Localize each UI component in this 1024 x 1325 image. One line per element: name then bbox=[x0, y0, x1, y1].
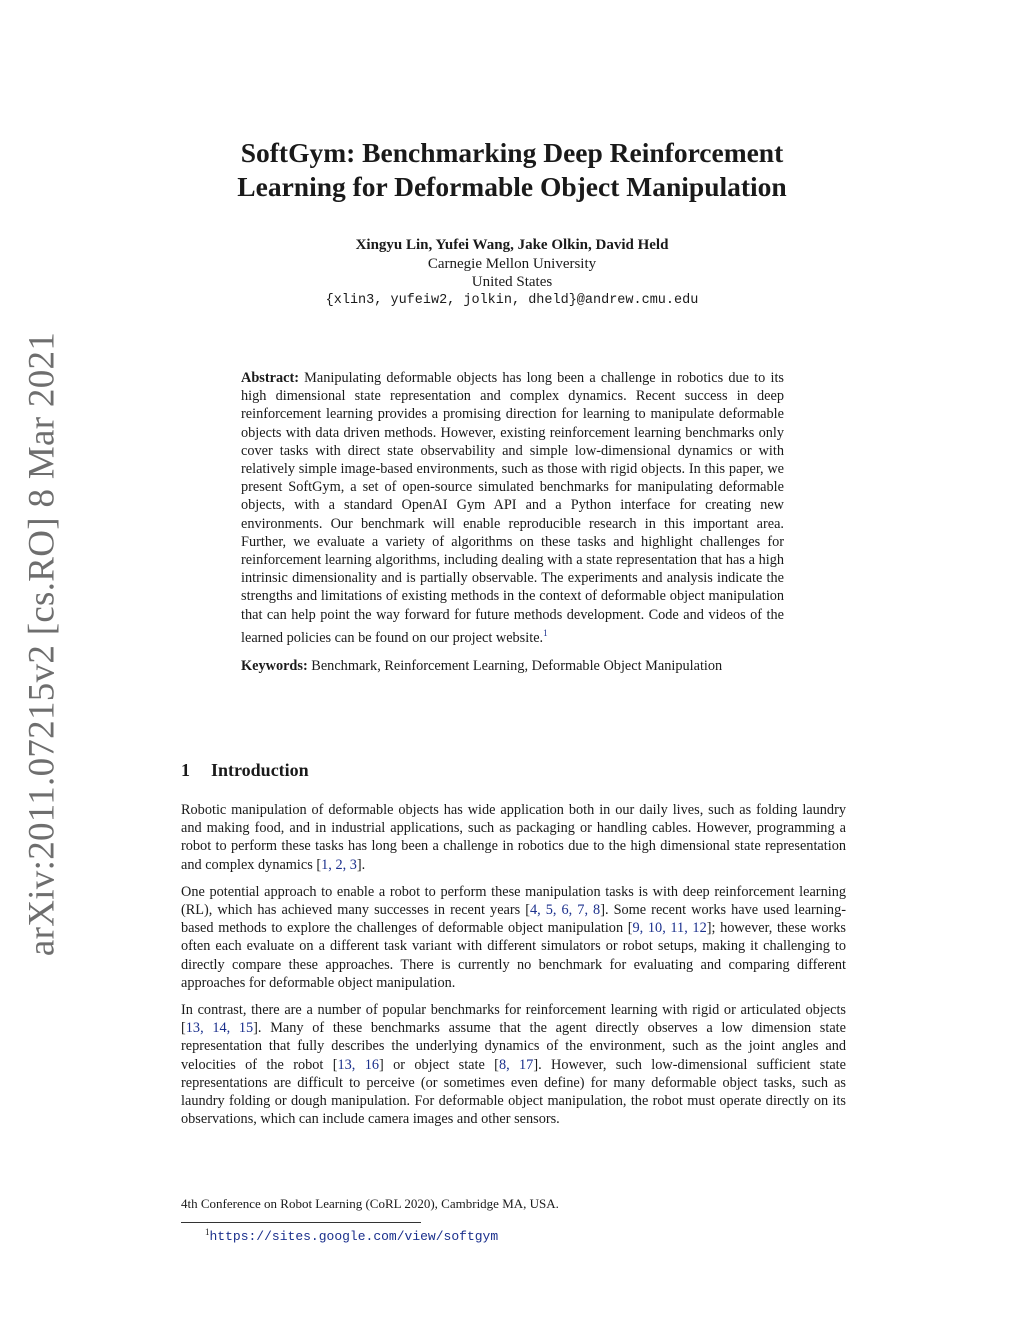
citation-link[interactable]: 4, 5, 6, 7, 8 bbox=[530, 902, 601, 919]
footnote-ref[interactable]: 1 bbox=[543, 627, 548, 638]
abstract-paragraph bbox=[241, 369, 784, 647]
citation-link[interactable]: 13, 16 bbox=[337, 1056, 379, 1073]
paragraph-text: ]. Some recent works have used learning-based methods to explore the challenges of deformable object manipulation [ bbox=[181, 902, 846, 937]
affiliation: Carnegie Mellon University bbox=[427, 255, 597, 272]
section-title: Introduction bbox=[211, 760, 309, 780]
arxiv-identifier-stamp: arXiv:2011.07215v2 [cs.RO] 8 Mar 2021 bbox=[21, 331, 63, 957]
abstract bbox=[241, 369, 784, 675]
abstract-text: Manipulating deformable objects has long been a challenge in robotics due to its high dimensional state representation and complex dynamics. Recent success in deep reinforcement learning provides a promising direction for learning to manipulate deformable objects with data driven methods. However, existing reinforcement learning benchmarks only cover tasks with direct state observability and simple low-dimensional dynamics or with relatively simple image-based environments, such as those with rigid objects. In this paper, we present SoftGym, a set of open-source simulated benchmarks for manipulating deformable objects, with a standard OpenAI Gym API and a Python interface for creating new environments. Our benchmark will enable reproducible research in this important area. Further, we evaluate a variety of algorithms on these tasks and highlight challenges for reinforcement learning algorithms, including dealing with a state representation that has a high intrinsic dimensionality and is partially observable. The experiments and analysis indicate the strengths and limitations of existing methods in the context of deformable object manipulation that can help point the way forward for future methods development. Code and videos of the learned policies can be found on our project website. bbox=[241, 370, 784, 646]
paragraph-text: In contrast, there are a number of popular benchmarks for reinforcement learning with rigid or articulated objects [ bbox=[181, 1002, 846, 1037]
paragraph-text: ] or object state [ bbox=[379, 1056, 499, 1073]
section-number: 1 bbox=[181, 760, 190, 780]
keywords-paragraph bbox=[241, 657, 784, 675]
intro-paragraph-2 bbox=[181, 883, 846, 992]
project-website-link[interactable]: https://sites.google.com/view/softgym bbox=[209, 1229, 499, 1244]
title-line-2: Learning for Deformable Object Manipulation bbox=[237, 171, 787, 202]
footnote-divider bbox=[181, 1222, 421, 1223]
author-emails: {xlin3, yufeiw2, jolkin, dheld}@andrew.cmu.edu bbox=[325, 292, 699, 308]
intro-body bbox=[181, 801, 846, 1137]
footnote bbox=[205, 1227, 498, 1244]
paragraph-text: ]. bbox=[356, 856, 366, 873]
keywords-label: Keywords: bbox=[241, 658, 308, 675]
paragraph-text: ]. However, such low-dimensional sufficient state representations are difficult to perceive (or sometimes even define) for many deformable object tasks, such as laundry folding or dough manipulation. For deformable object manipulation, the robot must operate directly on its observations, which can include camera images and other sensors. bbox=[181, 1056, 846, 1128]
intro-paragraph-3 bbox=[181, 1001, 846, 1128]
paragraph-text: ]. Many of these benchmarks assume that the agent directly observes a low dimension state representation that fully describes the underlying dynamics of the environment, such as the joint angles and velocities of the robot [ bbox=[181, 1020, 846, 1073]
intro-paragraph-1 bbox=[181, 801, 846, 874]
conference-venue: 4th Conference on Robot Learning (CoRL 2020), Cambridge MA, USA. bbox=[181, 1196, 559, 1211]
author-names: Xingyu Lin, Yufei Wang, Jake Olkin, David Held bbox=[355, 237, 669, 253]
citation-link[interactable]: 9, 10, 11, 12 bbox=[632, 920, 707, 937]
keywords-text: Benchmark, Reinforcement Learning, Deformable Object Manipulation bbox=[311, 658, 723, 675]
paragraph-text: Robotic manipulation of deformable objects has wide application both in our daily lives, such as folding laundry and making food, and in industrial applications, such as packaging or handling cables. However, programming a robot to perform these tasks has long been a challenge in robotics due to the high dimensional state representation and complex dynamics [ bbox=[181, 802, 846, 873]
section-heading bbox=[181, 760, 309, 781]
paragraph-text: ]; however, these works often each evaluate on a different task variant with different simulators or robot setups, making it challenging to directly compare these approaches. There is currently no benchmark for evaluating and comparing different approaches for deformable object manipulation. bbox=[181, 920, 846, 991]
paragraph-text: One potential approach to enable a robot to perform these manipulation tasks is with deep reinforcement learning (RL), which has achieved many successes in recent years [ bbox=[181, 883, 846, 919]
citation-link[interactable]: 8, 17 bbox=[498, 1056, 534, 1073]
title-line-1: SoftGym: Benchmarking Deep Reinforcement bbox=[240, 137, 784, 168]
footnote-number: 1 bbox=[205, 1227, 210, 1237]
paper-title bbox=[0, 136, 1024, 204]
abstract-label: Abstract: bbox=[241, 370, 299, 386]
author-block bbox=[0, 236, 1024, 310]
country: United States bbox=[471, 274, 553, 290]
citation-link[interactable]: 1, 2, 3 bbox=[321, 856, 357, 873]
citation-link[interactable]: 13, 14, 15 bbox=[185, 1020, 254, 1037]
